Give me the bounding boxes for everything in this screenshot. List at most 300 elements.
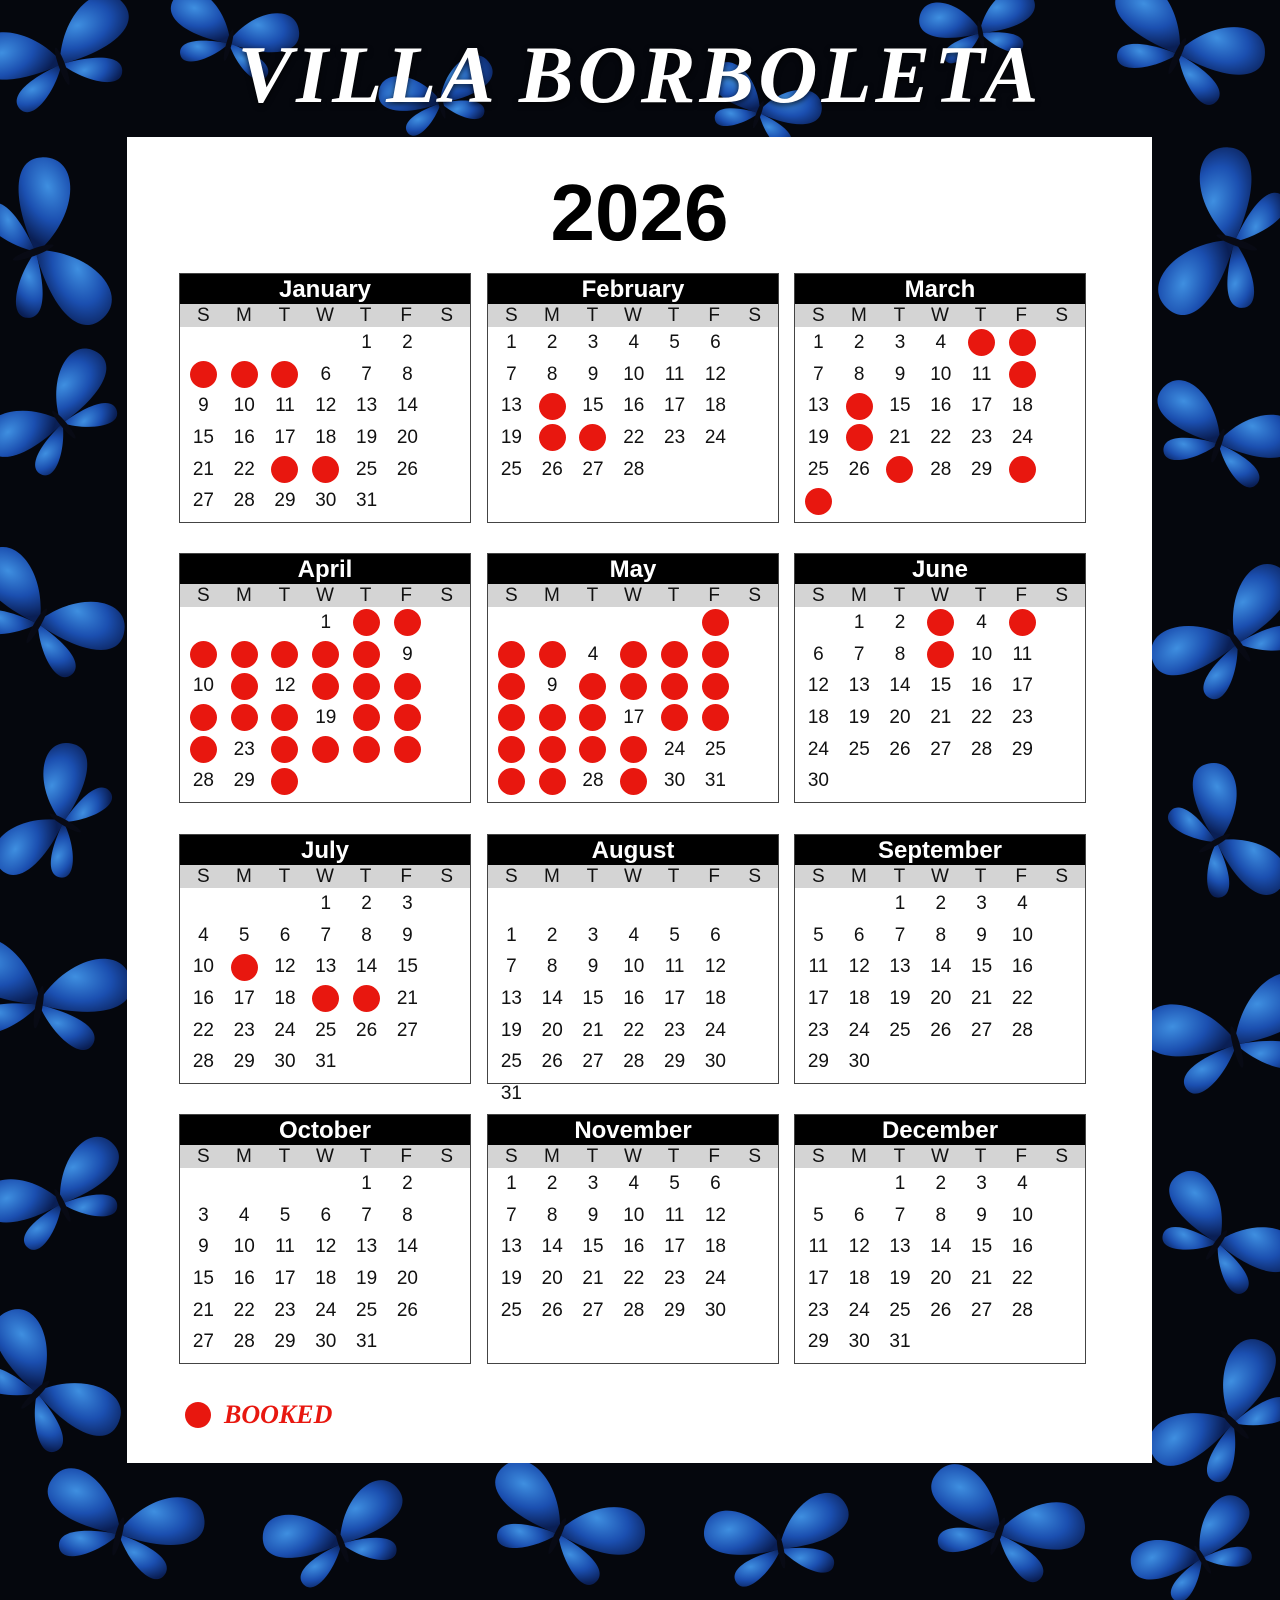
day-number: 12 bbox=[274, 956, 296, 978]
month-name: February bbox=[488, 274, 778, 304]
booked-dot-icon bbox=[271, 361, 298, 388]
day-number: 19 bbox=[500, 1019, 522, 1041]
day-number: 13 bbox=[889, 956, 911, 978]
day-cell bbox=[532, 1046, 573, 1078]
empty-cell bbox=[491, 888, 532, 920]
booked-day bbox=[265, 734, 306, 766]
weekday-header bbox=[488, 1145, 778, 1168]
day-number: 4 bbox=[935, 331, 947, 353]
day-number: 11 bbox=[275, 1236, 295, 1258]
day-number: 11 bbox=[664, 956, 685, 978]
booked-day bbox=[346, 639, 387, 671]
weekday-label: W bbox=[316, 585, 334, 606]
day-number: 4 bbox=[198, 924, 209, 946]
day-number: 23 bbox=[233, 738, 255, 760]
day-cell bbox=[573, 390, 614, 422]
day-cell bbox=[346, 422, 387, 454]
weekday-header bbox=[488, 584, 778, 607]
day-number: 2 bbox=[935, 892, 947, 914]
day-cell bbox=[920, 1263, 961, 1295]
day-cell bbox=[798, 765, 839, 797]
day-grid bbox=[180, 607, 470, 797]
day-number: 16 bbox=[1011, 1236, 1033, 1258]
day-number: 9 bbox=[976, 924, 987, 946]
day-cell bbox=[880, 1295, 921, 1327]
day-cell bbox=[798, 1015, 839, 1047]
day-cell bbox=[346, 485, 387, 517]
day-number: 24 bbox=[704, 1267, 726, 1289]
booked-day bbox=[532, 702, 573, 734]
day-number: 28 bbox=[930, 458, 952, 480]
booked-day bbox=[491, 765, 532, 797]
day-number: 13 bbox=[500, 395, 522, 417]
empty-cell bbox=[183, 888, 224, 920]
empty-cell bbox=[654, 888, 695, 920]
day-cell bbox=[224, 1200, 265, 1232]
day-cell bbox=[387, 1295, 428, 1327]
weekday-label: M bbox=[235, 1146, 252, 1167]
month-january bbox=[179, 273, 471, 523]
day-cell bbox=[961, 734, 1002, 766]
day-cell bbox=[305, 1231, 346, 1263]
day-cell bbox=[695, 951, 736, 983]
day-cell bbox=[183, 983, 224, 1015]
booked-day bbox=[265, 765, 306, 797]
day-grid bbox=[795, 888, 1085, 1078]
weekday-label: F bbox=[708, 866, 720, 887]
day-cell bbox=[573, 327, 614, 359]
booked-day bbox=[265, 702, 306, 734]
day-cell bbox=[491, 1263, 532, 1295]
weekday-label: T bbox=[667, 1146, 680, 1167]
day-cell bbox=[346, 1231, 387, 1263]
day-number: 19 bbox=[889, 987, 911, 1009]
day-cell bbox=[346, 1168, 387, 1200]
day-number: 14 bbox=[541, 1236, 563, 1258]
day-cell bbox=[491, 1231, 532, 1263]
day-number: 22 bbox=[233, 1299, 255, 1321]
day-cell bbox=[654, 1263, 695, 1295]
booked-day bbox=[346, 607, 387, 639]
day-number: 8 bbox=[546, 1204, 558, 1226]
weekday-label: M bbox=[543, 1146, 560, 1167]
booked-dot-icon bbox=[539, 736, 566, 763]
month-name: October bbox=[180, 1115, 470, 1145]
day-cell bbox=[491, 1046, 532, 1078]
day-cell bbox=[305, 485, 346, 517]
day-number: 23 bbox=[274, 1299, 296, 1321]
weekday-label: W bbox=[624, 585, 642, 606]
day-cell bbox=[573, 1046, 614, 1078]
day-cell bbox=[798, 422, 839, 454]
day-cell bbox=[880, 327, 921, 359]
empty-cell bbox=[798, 888, 839, 920]
day-number: 11 bbox=[664, 1204, 685, 1226]
day-number: 21 bbox=[192, 1299, 214, 1321]
day-cell bbox=[1002, 1295, 1043, 1327]
booked-day bbox=[265, 639, 306, 671]
day-cell bbox=[839, 359, 880, 391]
weekday-header bbox=[180, 584, 470, 607]
day-number: 18 bbox=[848, 987, 870, 1009]
booked-dot-icon bbox=[702, 673, 729, 700]
day-cell bbox=[183, 1015, 224, 1047]
day-cell bbox=[961, 983, 1002, 1015]
booked-day bbox=[183, 734, 224, 766]
booked-dot-icon bbox=[1009, 609, 1036, 636]
day-cell bbox=[654, 1200, 695, 1232]
day-number: 1 bbox=[320, 892, 332, 914]
day-number: 17 bbox=[274, 1267, 296, 1289]
booked-day bbox=[387, 607, 428, 639]
day-number: 17 bbox=[664, 987, 686, 1009]
day-cell bbox=[224, 1326, 265, 1358]
day-number: 27 bbox=[192, 1331, 214, 1353]
day-cell bbox=[920, 1295, 961, 1327]
day-grid bbox=[488, 607, 778, 797]
day-cell bbox=[491, 454, 532, 486]
day-cell bbox=[532, 327, 573, 359]
day-number: 3 bbox=[894, 331, 906, 353]
day-number: 30 bbox=[664, 770, 686, 792]
empty-cell bbox=[305, 327, 346, 359]
day-cell bbox=[305, 1263, 346, 1295]
day-cell bbox=[183, 422, 224, 454]
day-number: 17 bbox=[1011, 675, 1033, 697]
month-april bbox=[179, 553, 471, 803]
day-number: 4 bbox=[628, 1172, 640, 1194]
empty-cell bbox=[654, 607, 695, 639]
booked-day bbox=[183, 639, 224, 671]
day-cell bbox=[387, 327, 428, 359]
day-number: 6 bbox=[853, 1204, 865, 1226]
day-number: 17 bbox=[664, 395, 686, 417]
day-number: 15 bbox=[971, 1236, 993, 1258]
day-number: 25 bbox=[500, 1299, 522, 1321]
day-cell bbox=[305, 951, 346, 983]
day-cell bbox=[491, 983, 532, 1015]
day-cell bbox=[573, 1263, 614, 1295]
day-number: 19 bbox=[356, 1267, 378, 1289]
day-number: 19 bbox=[889, 1267, 911, 1289]
booked-day bbox=[573, 702, 614, 734]
weekday-label: F bbox=[708, 1146, 720, 1167]
day-number: 15 bbox=[582, 987, 604, 1009]
day-cell bbox=[224, 983, 265, 1015]
day-number: 5 bbox=[813, 1204, 824, 1226]
booked-day bbox=[532, 639, 573, 671]
day-cell bbox=[798, 1046, 839, 1078]
day-number: 10 bbox=[623, 1204, 645, 1226]
day-number: 2 bbox=[402, 331, 413, 353]
day-number: 22 bbox=[623, 1019, 645, 1041]
weekday-label: F bbox=[400, 866, 412, 887]
day-cell bbox=[961, 1231, 1002, 1263]
booked-day bbox=[224, 639, 265, 671]
weekday-label: F bbox=[1015, 1146, 1027, 1167]
day-cell bbox=[346, 1263, 387, 1295]
booked-dot-icon bbox=[539, 424, 566, 451]
day-cell bbox=[798, 1326, 839, 1358]
day-cell bbox=[654, 1168, 695, 1200]
booked-day bbox=[695, 639, 736, 671]
day-number: 7 bbox=[320, 924, 332, 946]
legend-label: BOOKED bbox=[224, 1400, 333, 1429]
day-number: 26 bbox=[889, 738, 911, 760]
weekday-label: T bbox=[586, 585, 599, 606]
day-number: 19 bbox=[356, 426, 378, 448]
weekday-label: T bbox=[586, 1146, 599, 1167]
day-number: 26 bbox=[848, 458, 870, 480]
day-cell bbox=[695, 327, 736, 359]
empty-cell bbox=[695, 888, 736, 920]
day-number: 15 bbox=[582, 395, 604, 417]
day-cell bbox=[265, 1326, 306, 1358]
day-cell bbox=[695, 359, 736, 391]
day-cell bbox=[839, 951, 880, 983]
booked-day bbox=[920, 607, 961, 639]
day-cell bbox=[798, 639, 839, 671]
booked-day bbox=[532, 390, 573, 422]
booked-dot-icon bbox=[620, 736, 647, 763]
day-number: 27 bbox=[971, 1019, 993, 1041]
day-number: 21 bbox=[889, 426, 911, 448]
day-cell bbox=[183, 920, 224, 952]
day-number: 15 bbox=[582, 1236, 604, 1258]
day-number: 12 bbox=[274, 675, 296, 697]
day-cell bbox=[224, 485, 265, 517]
day-number: 31 bbox=[500, 1082, 522, 1104]
day-number: 26 bbox=[396, 1299, 418, 1321]
day-cell bbox=[839, 983, 880, 1015]
day-cell bbox=[305, 1015, 346, 1047]
booked-dot-icon bbox=[661, 641, 688, 668]
day-cell bbox=[183, 670, 224, 702]
day-number: 26 bbox=[396, 458, 418, 480]
weekday-label: T bbox=[974, 866, 987, 887]
day-number: 15 bbox=[192, 1267, 214, 1289]
day-cell bbox=[265, 1015, 306, 1047]
day-number: 23 bbox=[233, 1019, 255, 1041]
day-cell bbox=[654, 390, 695, 422]
day-cell bbox=[920, 1015, 961, 1047]
booked-day bbox=[1002, 327, 1043, 359]
day-cell bbox=[920, 888, 961, 920]
day-grid bbox=[795, 607, 1085, 797]
day-number: 16 bbox=[623, 395, 645, 417]
day-cell bbox=[654, 422, 695, 454]
booked-day bbox=[532, 734, 573, 766]
day-cell bbox=[613, 1015, 654, 1047]
day-cell bbox=[613, 1200, 654, 1232]
day-number: 1 bbox=[894, 892, 906, 914]
booked-day bbox=[1002, 607, 1043, 639]
day-cell bbox=[491, 422, 532, 454]
day-cell bbox=[265, 390, 306, 422]
day-cell bbox=[961, 359, 1002, 391]
day-cell bbox=[573, 983, 614, 1015]
day-number: 27 bbox=[971, 1299, 993, 1321]
day-cell bbox=[613, 1231, 654, 1263]
day-cell bbox=[183, 1231, 224, 1263]
day-number: 9 bbox=[546, 675, 558, 697]
month-name: August bbox=[488, 835, 778, 865]
booked-day bbox=[224, 702, 265, 734]
day-cell bbox=[920, 327, 961, 359]
day-number: 12 bbox=[315, 1236, 337, 1258]
day-cell bbox=[1002, 734, 1043, 766]
day-number: 16 bbox=[233, 1267, 255, 1289]
day-number: 3 bbox=[976, 1172, 987, 1194]
day-cell bbox=[920, 920, 961, 952]
day-number: 24 bbox=[664, 738, 686, 760]
day-cell bbox=[654, 920, 695, 952]
day-cell bbox=[880, 734, 921, 766]
day-number: 27 bbox=[582, 1299, 604, 1321]
day-number: 13 bbox=[848, 675, 870, 697]
day-cell bbox=[387, 1231, 428, 1263]
day-cell bbox=[654, 359, 695, 391]
day-number: 21 bbox=[971, 1267, 993, 1289]
day-cell bbox=[880, 888, 921, 920]
day-cell bbox=[961, 951, 1002, 983]
month-name: April bbox=[180, 554, 470, 584]
day-number: 20 bbox=[396, 1267, 418, 1289]
day-cell bbox=[265, 422, 306, 454]
month-october bbox=[179, 1114, 471, 1364]
weekday-label: F bbox=[400, 1146, 412, 1167]
day-cell bbox=[1002, 1263, 1043, 1295]
day-number: 27 bbox=[582, 1051, 604, 1073]
weekday-label: T bbox=[586, 866, 599, 887]
day-number: 25 bbox=[500, 458, 522, 480]
weekday-label: T bbox=[359, 305, 372, 326]
weekday-header bbox=[180, 1145, 470, 1168]
month-march bbox=[794, 273, 1086, 523]
day-cell bbox=[961, 920, 1002, 952]
day-cell bbox=[346, 1326, 387, 1358]
day-cell bbox=[798, 1200, 839, 1232]
weekday-label: S bbox=[196, 305, 210, 326]
booked-dot-icon bbox=[539, 641, 566, 668]
day-number: 29 bbox=[233, 1051, 255, 1073]
day-cell bbox=[920, 1200, 961, 1232]
day-number: 20 bbox=[541, 1019, 563, 1041]
day-number: 23 bbox=[807, 1019, 829, 1041]
booked-dot-icon bbox=[579, 704, 606, 731]
booked-dot-icon bbox=[968, 329, 995, 356]
booked-dot-icon bbox=[805, 488, 832, 515]
booked-day bbox=[880, 454, 921, 486]
day-number: 25 bbox=[848, 738, 870, 760]
day-number: 12 bbox=[807, 675, 829, 697]
weekday-label: F bbox=[708, 305, 720, 326]
day-cell bbox=[839, 1326, 880, 1358]
day-number: 7 bbox=[361, 1204, 372, 1226]
day-number: 2 bbox=[546, 331, 558, 353]
day-number: 28 bbox=[233, 1331, 255, 1353]
day-number: 14 bbox=[541, 987, 563, 1009]
day-cell bbox=[1002, 422, 1043, 454]
weekday-label: S bbox=[748, 305, 762, 326]
weekday-label: S bbox=[811, 1146, 825, 1167]
empty-cell bbox=[305, 1168, 346, 1200]
booked-dot-icon bbox=[190, 704, 217, 731]
day-number: 25 bbox=[807, 458, 829, 480]
empty-cell bbox=[183, 607, 224, 639]
booked-dot-icon bbox=[271, 704, 298, 731]
villa-title: VILLA BORBOLETA bbox=[237, 29, 1043, 120]
day-cell bbox=[224, 390, 265, 422]
day-number: 26 bbox=[541, 1051, 563, 1073]
day-number: 18 bbox=[704, 987, 726, 1009]
day-cell bbox=[613, 983, 654, 1015]
day-cell bbox=[880, 359, 921, 391]
day-cell bbox=[798, 983, 839, 1015]
booked-day bbox=[224, 951, 265, 983]
day-number: 29 bbox=[807, 1331, 829, 1353]
day-grid bbox=[795, 1168, 1085, 1358]
day-number: 8 bbox=[361, 924, 372, 946]
day-cell bbox=[920, 734, 961, 766]
weekday-label: S bbox=[504, 305, 518, 326]
day-number: 5 bbox=[813, 924, 824, 946]
day-cell bbox=[265, 1046, 306, 1078]
weekday-label: W bbox=[624, 305, 642, 326]
day-number: 11 bbox=[275, 395, 295, 417]
day-number: 6 bbox=[710, 924, 721, 946]
day-number: 23 bbox=[807, 1299, 829, 1321]
day-cell bbox=[613, 951, 654, 983]
booked-dot-icon bbox=[702, 641, 729, 668]
weekday-label: W bbox=[316, 866, 334, 887]
day-cell bbox=[532, 1168, 573, 1200]
day-cell bbox=[224, 765, 265, 797]
weekday-label: T bbox=[667, 305, 680, 326]
day-cell bbox=[920, 359, 961, 391]
booked-dot-icon bbox=[927, 641, 954, 668]
day-cell bbox=[183, 1200, 224, 1232]
weekday-label: T bbox=[278, 305, 291, 326]
day-cell bbox=[224, 1015, 265, 1047]
weekday-label: F bbox=[708, 585, 720, 606]
booked-day bbox=[346, 983, 387, 1015]
day-cell bbox=[532, 1295, 573, 1327]
day-number: 9 bbox=[976, 1204, 987, 1226]
booked-day bbox=[491, 702, 532, 734]
day-number: 22 bbox=[930, 426, 952, 448]
day-cell bbox=[305, 422, 346, 454]
day-number: 10 bbox=[192, 956, 214, 978]
weekday-header bbox=[180, 865, 470, 888]
booked-day bbox=[305, 670, 346, 702]
booked-day bbox=[1002, 359, 1043, 391]
day-number: 1 bbox=[320, 611, 332, 633]
day-cell bbox=[1002, 951, 1043, 983]
empty-cell bbox=[613, 888, 654, 920]
day-cell bbox=[491, 1295, 532, 1327]
day-number: 7 bbox=[361, 363, 372, 385]
calendar-card bbox=[127, 137, 1152, 1463]
booked-dot-icon bbox=[190, 736, 217, 763]
day-cell bbox=[573, 639, 614, 671]
legend bbox=[185, 1400, 332, 1430]
weekday-label: F bbox=[1015, 585, 1027, 606]
day-number: 20 bbox=[396, 426, 418, 448]
booked-day bbox=[839, 422, 880, 454]
day-cell bbox=[183, 454, 224, 486]
day-cell bbox=[961, 639, 1002, 671]
